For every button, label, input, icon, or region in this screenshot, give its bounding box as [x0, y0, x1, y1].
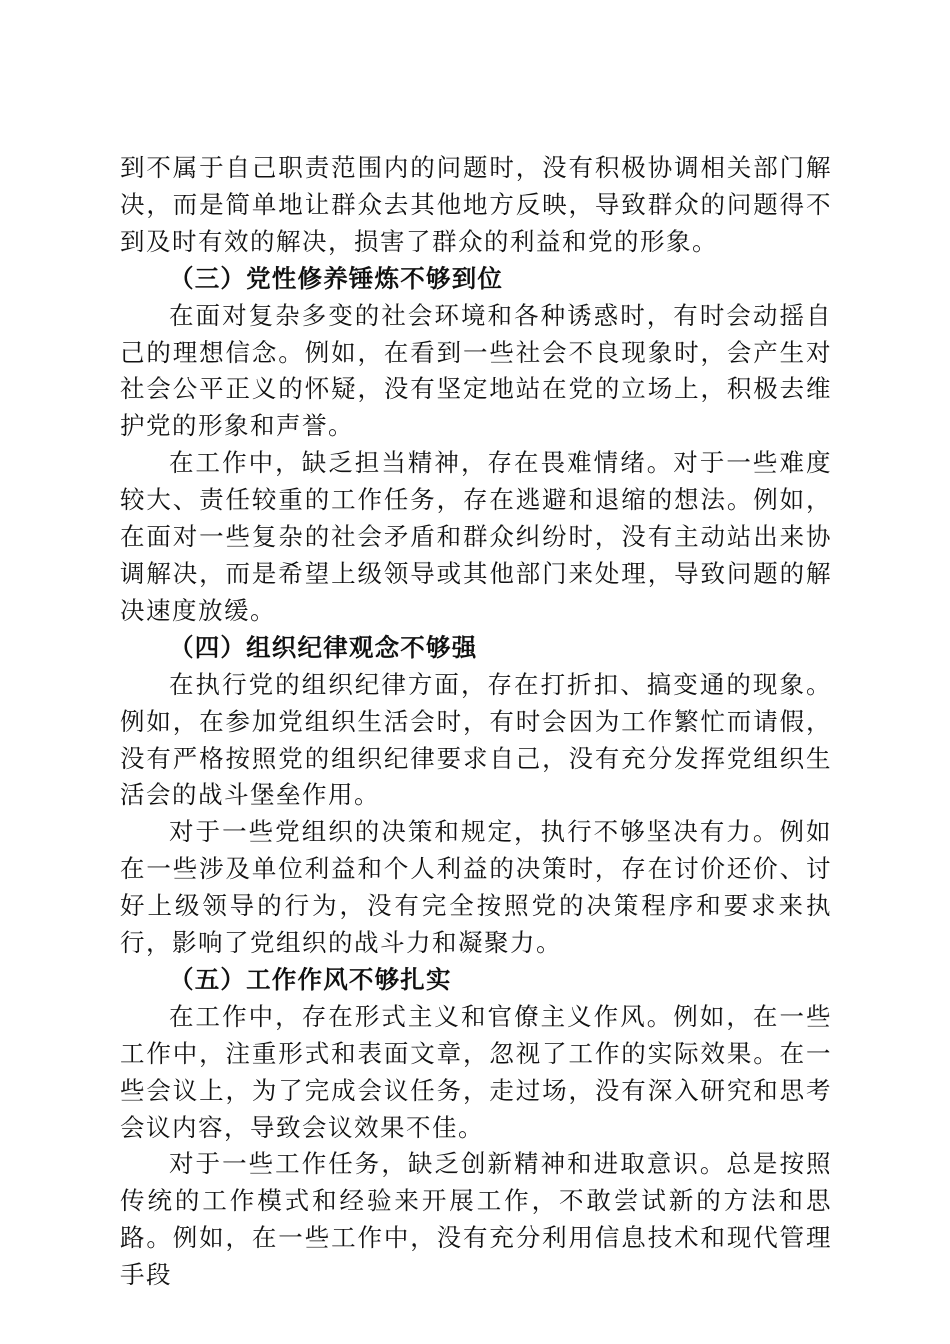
paragraph-discipline: 在执行党的组织纪律方面，存在打折扣、搞变通的现象。例如，在参加党组织生活会时，有时会因为工作繁忙而请假，没有严格按照党的组织纪律要求自己，没有充分发挥党组织生活会的战斗堡垒作用。 [120, 669, 832, 810]
paragraph-innovation: 对于一些工作任务，缺乏创新精神和进取意识。总是按照传统的工作模式和经验来开展工作，不敢尝试新的方法和思路。例如，在一些工作中，没有充分利用信息技术和现代管理手段 [120, 1149, 832, 1290]
document-body [120, 150, 832, 1294]
section-heading-5: （五）工作作风不够扎实 [169, 964, 452, 994]
paragraph-continuation: 到不属于自己职责范围内的问题时，没有积极协调相关部门解决，而是简单地让群众去其他地方反映，导致群众的问题得不到及时有效的解决，损害了群众的利益和党的形象。 [120, 153, 832, 256]
paragraph-formalism: 在工作中，存在形式主义和官僚主义作风。例如，在一些工作中，注重形式和表面文章，忽视了工作的实际效果。在一些会议上，为了完成会议任务，走过场，没有深入研究和思考会议内容，导致会议效果不佳。 [120, 1001, 832, 1142]
section-heading-3: （三）党性修养锤炼不够到位 [169, 263, 504, 293]
section-heading-4: （四）组织纪律观念不够强 [169, 632, 478, 662]
paragraph-ideals: 在面对复杂多变的社会环境和各种诱惑时，有时会动摇自己的理想信念。例如，在看到一些社会不良现象时，会产生对社会公平正义的怀疑，没有坚定地站在党的立场上，积极去维护党的形象和声誉。 [120, 300, 832, 441]
paragraph-responsibility: 在工作中，缺乏担当精神，存在畏难情绪。对于一些难度较大、责任较重的工作任务，存在逃避和退缩的想法。例如，在面对一些复杂的社会矛盾和群众纠纷时，没有主动站出来协调解决，而是希望上级领导或其他部门来处理，导致问题的解决速度放缓。 [120, 448, 832, 625]
paragraph-decisions: 对于一些党组织的决策和规定，执行不够坚决有力。例如在一些涉及单位利益和个人利益的决策时，存在讨价还价、讨好上级领导的行为，没有完全按照党的决策程序和要求来执行，影响了党组织的战斗力和凝聚力。 [120, 817, 832, 958]
